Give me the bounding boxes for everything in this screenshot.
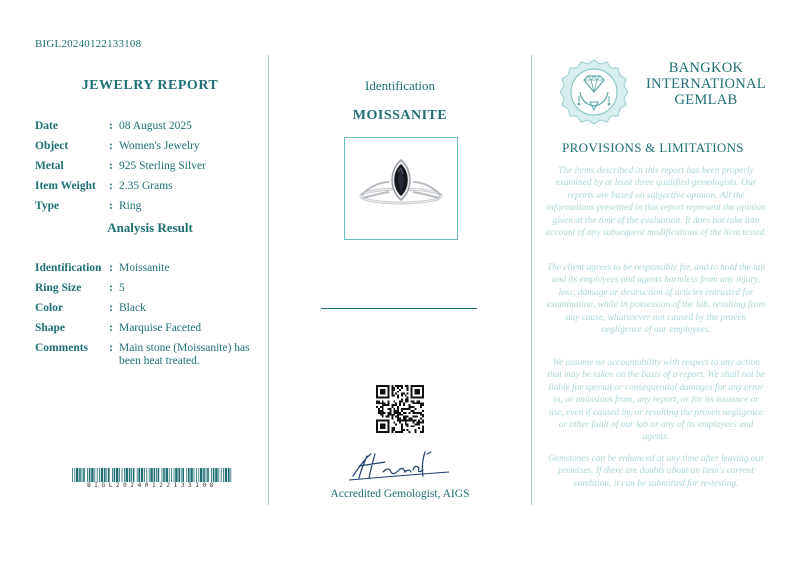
analysis-value: Moissanite	[119, 262, 170, 274]
analysis-colon: :	[109, 342, 113, 354]
gemlab-seal-icon	[560, 58, 628, 126]
lab-name-line-2: INTERNATIONAL	[646, 76, 766, 92]
identification-label: Identification	[364, 78, 436, 93]
detail-value: 2.35 Grams	[119, 180, 173, 192]
detail-colon: :	[109, 140, 113, 152]
ring-image	[345, 138, 457, 239]
stone-name: MOISSANITE	[352, 108, 448, 123]
detail-colon: :	[109, 160, 113, 172]
detail-key: Metal	[35, 160, 64, 172]
detail-colon: :	[109, 180, 113, 192]
analysis-value: 5	[119, 282, 125, 294]
provisions-title: PROVISIONS & LIMITATIONS	[562, 140, 744, 155]
ring-photo	[344, 137, 458, 240]
analysis-value: Black	[119, 302, 146, 314]
lab-name-line-3: GEMLAB	[674, 92, 738, 108]
report-id: BIGL20240122133108	[35, 38, 142, 50]
signature-line-top	[321, 308, 477, 309]
detail-value: Women's Jewelry	[119, 140, 200, 152]
detail-value: 925 Sterling Silver	[119, 160, 206, 172]
analysis-colon: :	[109, 282, 113, 294]
barcode-text: BIGL20240122133108	[87, 482, 217, 489]
analysis-colon: :	[109, 302, 113, 314]
qr-code	[376, 385, 424, 433]
provisions-paragraph-1: The items described in this report has been properly examined by at least three qualified gemologists. Our reports are based on subjective opinion. All the informations presented in this report represent the opinion given at the time of the evaluation. It does not take into account of any subsequent modifications of the item tested.	[545, 166, 767, 239]
detail-key: Object	[35, 140, 69, 152]
detail-value: 08 August 2025	[119, 120, 192, 132]
analysis-key: Color	[35, 302, 64, 314]
detail-key: Type	[35, 200, 60, 212]
lab-name-line-1: BANGKOK	[668, 60, 744, 76]
lab-name	[636, 60, 776, 108]
divider-right	[531, 55, 532, 505]
signature-graphic	[345, 448, 455, 484]
detail-value: Ring	[119, 200, 142, 212]
analysis-colon: :	[109, 262, 113, 274]
provisions-paragraph-3: We assume no accountability with respect to any action that may be taken on the basis of a report. We shall not be liable for special or consequential damages for any error in, or omissions from, any report, or for its issuance or use, even if caused by, or resulting the proven negligence or other fault of our lab or any of its employees and agents.	[547, 358, 765, 443]
detail-colon: :	[109, 200, 113, 212]
analysis-key: Shape	[35, 322, 66, 334]
provisions-paragraph-2: The client agrees to be responsible for, and to hold the lab and its employees and agents harmless from any injury, loss, damage or destruction of articles entrusted for examination, while in possession of the lab, resulting from any cause, whatsoever not caused by the proven negligence of our employees.	[546, 263, 766, 336]
analysis-key: Identification	[35, 262, 102, 274]
analysis-title: Analysis Result	[107, 220, 193, 235]
report-title: JEWELRY REPORT	[81, 78, 219, 93]
analysis-value: Marquise Faceted	[119, 322, 202, 334]
detail-colon: :	[109, 120, 113, 132]
provisions-paragraph-4: Gemstones can be enhanced at any time after leaving our premises. If there are doubts about an item's current condition, it can be submitted for re-testing.	[548, 454, 764, 489]
gemologist-title: Accredited Gemologist, AIGS	[330, 488, 470, 500]
barcode	[72, 468, 232, 482]
analysis-value: Main stone (Moissanite) has been heat treated.	[119, 342, 250, 367]
analysis-key: Comments	[35, 342, 89, 354]
analysis-key: Ring Size	[35, 282, 82, 294]
detail-key: Date	[35, 120, 58, 132]
detail-key: Item Weight	[35, 180, 96, 192]
analysis-colon: :	[109, 322, 113, 334]
